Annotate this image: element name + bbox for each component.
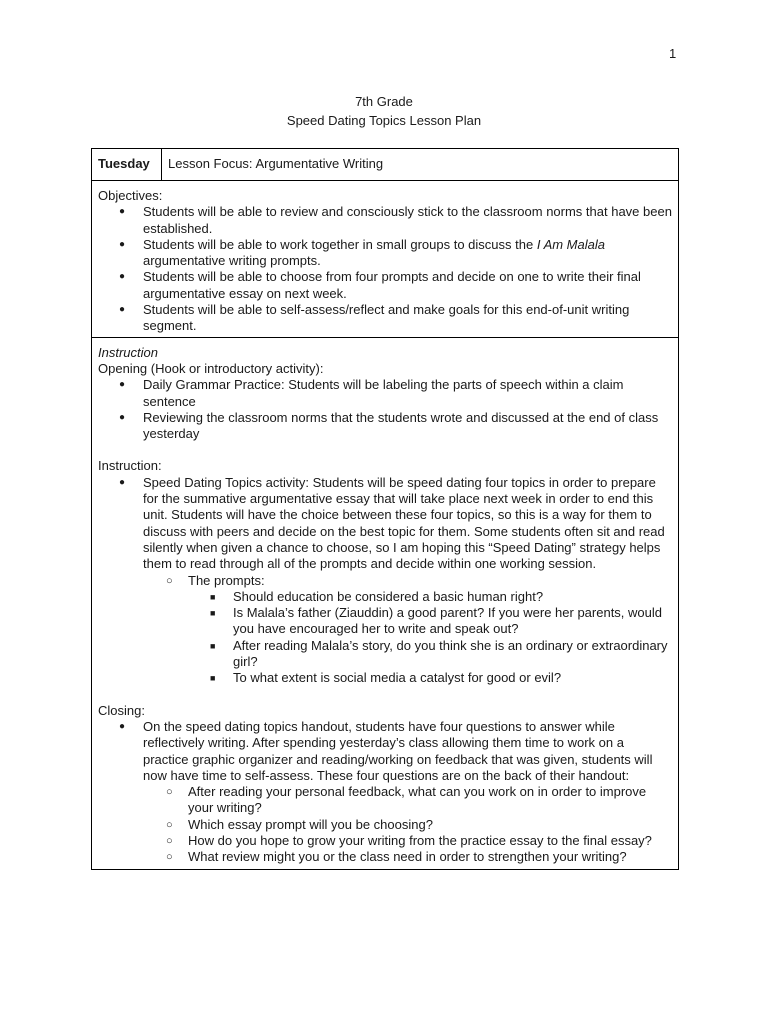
prompt-item: ■ Is Malala’s father (Ziauddin) a good parent? If you were her parents, would you have encouraged her to write and speak out? bbox=[188, 605, 672, 638]
objectives-list bbox=[98, 204, 672, 334]
objective-item: ● Students will be able to review and consciously stick to the classroom norms that have been established. bbox=[98, 204, 672, 237]
objective-item: ● Students will be able to work together in small groups to discuss the I Am Malala argumentative writing prompts. bbox=[98, 237, 672, 270]
reflection-question: ○ What review might you or the class need in order to strengthen your writing? bbox=[143, 849, 672, 865]
opening-heading: Opening (Hook or introductory activity): bbox=[98, 360, 324, 376]
lesson-focus-cell: Lesson Focus: Argumentative Writing bbox=[162, 149, 679, 181]
objectives-heading: Objectives: bbox=[98, 188, 163, 203]
reflection-question: ○ How do you hope to grow your writing from the practice essay to the final essay? bbox=[143, 833, 672, 849]
objectives-row bbox=[92, 181, 679, 338]
lesson-plan-title: Speed Dating Topics Lesson Plan bbox=[286, 113, 482, 128]
closing-item bbox=[98, 719, 672, 866]
instruction-row bbox=[92, 337, 679, 869]
speed-dating-activity: Speed Dating Topics activity: Students will be speed dating four topics in order to prepare for the summative argumentative essay that will take place next week in order to end this unit. Students will have the choice between these four topics, so this is a way for them to discuss with peers and decide on the best topic for them. Some students often sit and read silently when given a chance to choose, so I am hoping this “Speed Dating” strategy helps them to read through all of the prompts and decide within one working session. bbox=[143, 474, 665, 572]
reflection-question: ○ Which essay prompt will you be choosing? bbox=[143, 817, 672, 833]
lesson-plan-table bbox=[91, 148, 679, 870]
opening-item: ● Reviewing the classroom norms that the students wrote and discussed at the end of class yesterday bbox=[98, 410, 672, 443]
document-title-block bbox=[0, 92, 768, 130]
prompts-list bbox=[188, 589, 672, 687]
closing-heading: Closing: bbox=[98, 702, 145, 718]
opening-item: ● Daily Grammar Practice: Students will be labeling the parts of speech within a claim sentence bbox=[98, 377, 672, 410]
grade-heading: 7th Grade bbox=[355, 94, 413, 109]
closing-text: On the speed dating topics handout, students have four questions to answer while reflectively writing. After spending yesterday’s class allowing them time to work on a practice graphic organizer and reading/working on feedback that was given, students will now have time to self-assess. These four questions are on the back of their handout: bbox=[143, 718, 653, 783]
objectives-cell bbox=[92, 181, 679, 338]
reflection-question: ○ After reading your personal feedback, what can you work on in order to improve your writing? bbox=[143, 784, 672, 817]
header-row bbox=[92, 149, 679, 181]
instruction-cell bbox=[92, 337, 679, 869]
prompts-label-item bbox=[143, 573, 672, 687]
closing-list bbox=[98, 719, 672, 866]
instruction-item bbox=[98, 475, 672, 687]
opening-list bbox=[98, 377, 672, 442]
instruction-list bbox=[98, 475, 672, 687]
prompt-item: ■ Should education be considered a basic human right? bbox=[188, 589, 672, 605]
objective-item: ● Students will be able to self-assess/reflect and make goals for this end-of-unit writing segment. bbox=[98, 302, 672, 335]
prompt-item: ■ After reading Malala’s story, do you think she is an ordinary or extraordinary girl? bbox=[188, 638, 672, 671]
prompts-label: The prompts: bbox=[188, 572, 265, 588]
instruction-heading: Instruction: bbox=[98, 458, 162, 474]
prompt-item: ■ To what extent is social media a catalyst for good or evil? bbox=[188, 670, 672, 686]
book-title: I Am Malala bbox=[536, 236, 605, 252]
instruction-label: Instruction bbox=[98, 344, 158, 360]
day-cell: Tuesday bbox=[92, 149, 162, 181]
page-number: 1 bbox=[669, 46, 677, 61]
prompts-list-wrapper bbox=[143, 573, 672, 687]
objective-item: ● Students will be able to choose from four prompts and decide on one to write their final argumentative essay on next week. bbox=[98, 269, 672, 302]
reflection-questions-list bbox=[143, 784, 672, 865]
